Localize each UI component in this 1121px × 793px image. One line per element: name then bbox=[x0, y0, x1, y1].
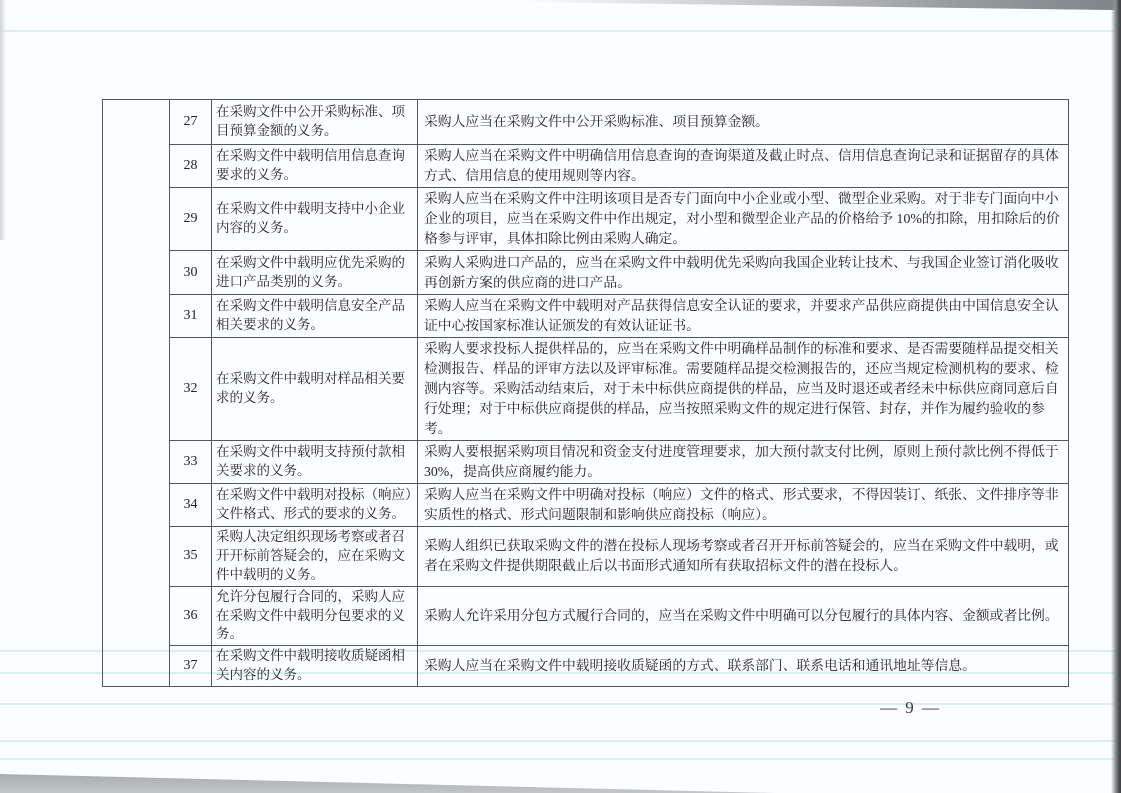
row-number-cell: 34 bbox=[170, 484, 212, 527]
description-cell: 采购人应当在采购文件中载明对产品获得信息安全认证的要求，并要求产品供应商提供由中国信息安全认证中心按国家标准认证颁发的有效认证证书。 bbox=[418, 295, 1069, 338]
scan-shadow-right-edge bbox=[1111, 0, 1121, 793]
row-number-cell: 30 bbox=[170, 251, 212, 295]
row-number-cell: 31 bbox=[170, 295, 212, 338]
description-cell: 采购人应当在采购文件中明确对投标（响应）文件的格式、形式要求，不得因装订、纸张、文件排序等非实质性的格式、形式问题限制和影响供应商投标（响应）。 bbox=[418, 484, 1069, 527]
scan-streak bbox=[0, 703, 1121, 705]
description-cell: 采购人应当在采购文件中载明接收质疑函的方式、联系部门、联系电话和通讯地址等信息。 bbox=[418, 646, 1069, 687]
obligation-cell: 在采购文件中载明支持中小企业内容的义务。 bbox=[212, 188, 418, 251]
description-cell: 采购人要根据采购项目情况和资金支付进度管理要求，加大预付款支付比例，原则上预付款比例不得低于 30%，提高供应商履约能力。 bbox=[418, 441, 1069, 484]
scan-shadow-top-right bbox=[521, 0, 1121, 13]
description-cell: 采购人要求投标人提供样品的，应当在采购文件中明确样品制作的标准和要求、是否需要随样品提交相关检测报告、样品的评审方法以及评审标准。需要随样品提交检测报告的，还应当规定检测机构的要求、检测内容等。采购活动结束后，对于未中标供应商提供的样品，应当及时退还或者经未中标供应商同意后自行处理；对于中标供应商提供的样品，应当按照采购文件的规定进行保管、封存，并作为履约验收的参考。 bbox=[418, 338, 1069, 441]
obligation-cell: 允许分包履行合同的，采购人应在采购文件中载明分包要求的义务。 bbox=[212, 586, 418, 646]
row-number-cell: 36 bbox=[170, 586, 212, 646]
obligation-cell: 采购人决定组织现场考察或者召开开标前答疑会的，应在采购文件中载明的义务。 bbox=[212, 527, 418, 587]
obligation-cell: 在采购文件中载明信用信息查询要求的义务。 bbox=[212, 145, 418, 188]
row-number-cell: 33 bbox=[170, 441, 212, 484]
description-cell: 采购人应当在采购文件中公开采购标准、项目预算金额。 bbox=[418, 100, 1069, 145]
row-number-cell: 35 bbox=[170, 527, 212, 587]
obligation-cell: 在采购文件中公开采购标准、项目预算金额的义务。 bbox=[212, 100, 418, 145]
row-number-cell: 37 bbox=[170, 646, 212, 687]
description-cell: 采购人应当在采购文件中注明该项目是否专门面向中小企业或小型、微型企业采购。对于非专门面向中小企业的项目，应当在采购文件中作出规定，对小型和微型企业产品的价格给予 10%的扣除，用扣除后的价格参与评审，具体扣除比例由采购人确定。 bbox=[418, 188, 1069, 251]
scan-streak bbox=[0, 30, 1121, 32]
procurement-obligations-table bbox=[102, 99, 1069, 687]
page-number: — 9 — bbox=[880, 698, 941, 717]
row-number-cell: 27 bbox=[170, 100, 212, 145]
row-number-cell: 29 bbox=[170, 188, 212, 251]
obligation-cell: 在采购文件中载明接收质疑函相关内容的义务。 bbox=[212, 646, 418, 687]
description-cell: 采购人采购进口产品的，应当在采购文件中载明优先采购向我国企业转让技术、与我国企业签订消化吸收再创新方案的供应商的进口产品。 bbox=[418, 251, 1069, 295]
obligation-cell: 在采购文件中载明对投标（响应）文件格式、形式的要求的义务。 bbox=[212, 484, 418, 527]
obligation-cell: 在采购文件中载明对样品相关要求的义务。 bbox=[212, 338, 418, 441]
obligation-cell: 在采购文件中载明支持预付款相关要求的义务。 bbox=[212, 441, 418, 484]
scan-shadow-bottom-left bbox=[0, 774, 775, 793]
scan-streak bbox=[0, 758, 1121, 760]
description-cell: 采购人允许采用分包方式履行合同的，应当在采购文件中明确可以分包履行的具体内容、金额或者比例。 bbox=[418, 586, 1069, 646]
description-cell: 采购人应当在采购文件中明确信用信息查询的查询渠道及截止时点、信用信息查询记录和证据留存的具体方式、信用信息的使用规则等内容。 bbox=[418, 145, 1069, 188]
row-number-cell: 32 bbox=[170, 338, 212, 441]
description-cell: 采购人组织已获取采购文件的潜在投标人现场考察或者召开开标前答疑会的，应当在采购文件中载明，或者在采购文件提供期限截止后以书面形式通知所有获取招标文件的潜在投标人。 bbox=[418, 527, 1069, 587]
obligation-cell: 在采购文件中载明应优先采购的进口产品类别的义务。 bbox=[212, 251, 418, 295]
category-empty-cell bbox=[103, 100, 170, 687]
row-number-cell: 28 bbox=[170, 145, 212, 188]
scan-streak bbox=[0, 740, 1121, 742]
obligation-cell: 在采购文件中载明信息安全产品相关要求的义务。 bbox=[212, 295, 418, 338]
scan-shadow-left-edge bbox=[0, 0, 6, 240]
